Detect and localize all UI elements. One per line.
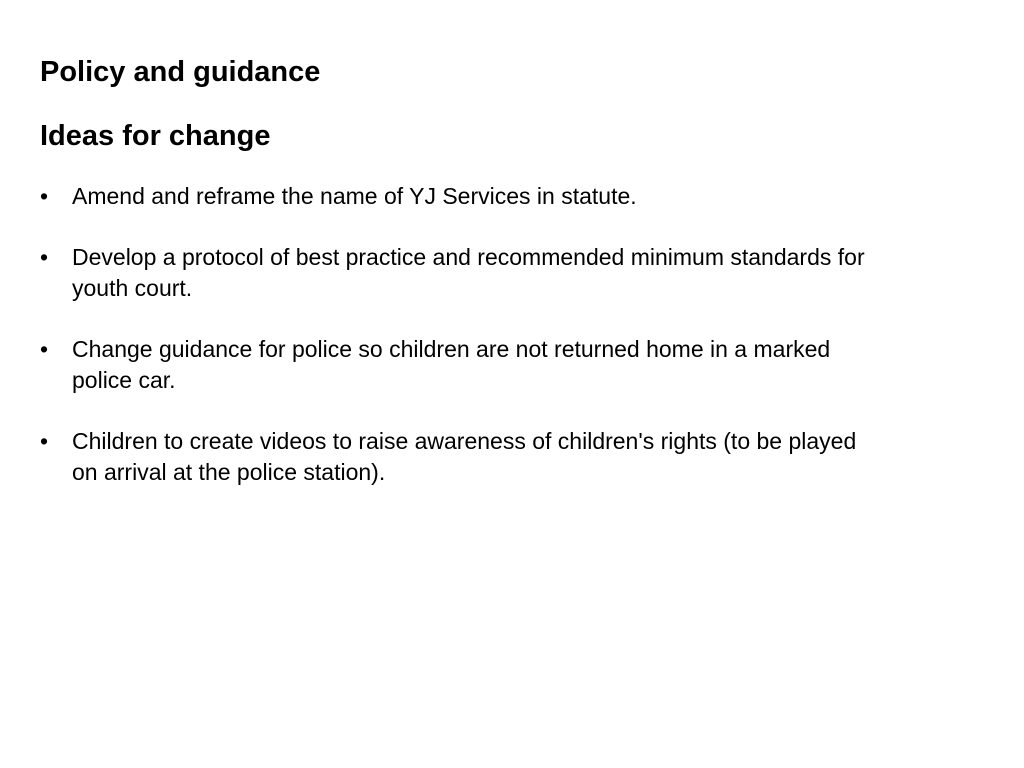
bullet-marker: • <box>40 428 49 454</box>
bullet-text: Develop a protocol of best practice and recommended minimum standards for youth court. <box>72 244 865 301</box>
slide-subtitle: Ideas for change <box>40 120 271 152</box>
bullet-marker: • <box>40 183 49 209</box>
bullet-text: Children to create videos to raise awareness of children's rights (to be played on arrival at the police station). <box>72 428 857 485</box>
bullet-list <box>40 181 940 518</box>
slide-title: Policy and guidance <box>40 56 321 88</box>
bullet-item <box>40 242 940 304</box>
bullet-text: Amend and reframe the name of YJ Services in statute. <box>72 183 637 209</box>
bullet-marker: • <box>40 336 49 362</box>
bullet-marker: • <box>40 244 49 270</box>
bullet-text: Change guidance for police so children are not returned home in a marked police car. <box>72 336 831 393</box>
bullet-item <box>40 426 940 488</box>
bullet-item <box>40 181 940 212</box>
bullet-item <box>40 334 940 396</box>
